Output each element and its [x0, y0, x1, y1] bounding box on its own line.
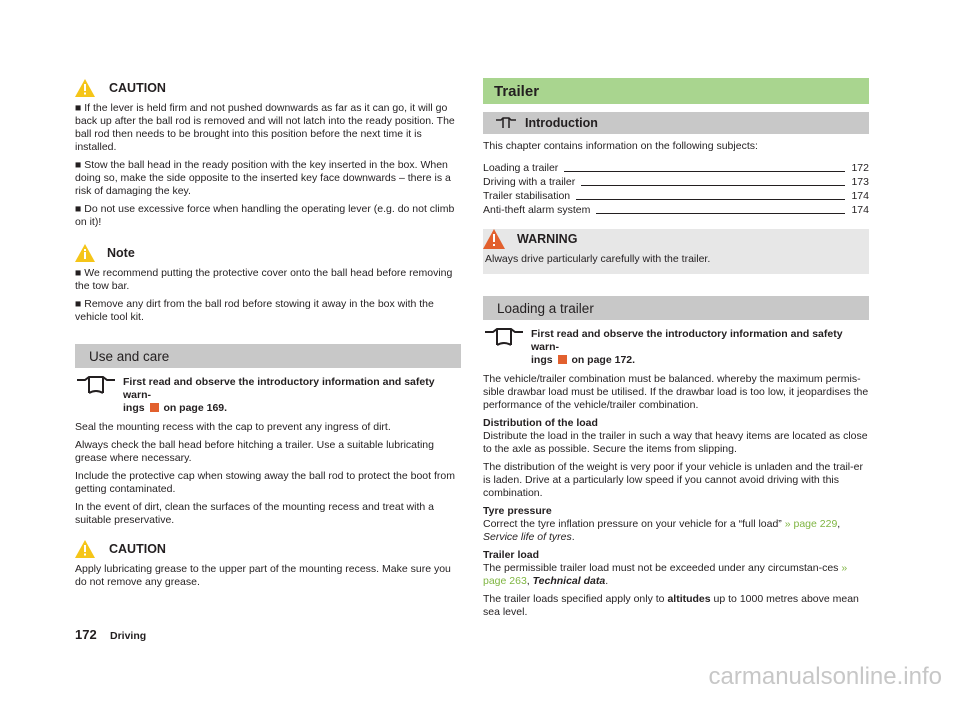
watermark: carmanualsonline.info [708, 663, 942, 690]
caution-icon [75, 540, 95, 558]
caution-header [75, 78, 461, 98]
paragraph-altitude: The trailer loads specified apply only to altitudes up to 1000 metres above mean sea level. [483, 593, 859, 618]
subheading: Distribution of the load [483, 417, 598, 429]
toc-entry[interactable] [483, 189, 869, 203]
warning-text: Always drive particularly carefully with the trailer. [485, 253, 711, 265]
paragraph: Include the protective cap when stowing away the ball rod to protect the boot from getting contaminated. [75, 470, 455, 495]
paragraph: Seal the mounting recess with the cap to prevent any ingress of dirt. [75, 421, 391, 433]
subheading: Trailer load [483, 549, 540, 561]
right-column [483, 78, 869, 624]
section-header-use-care: Use and care [75, 344, 461, 368]
subheading: Tyre pressure [483, 505, 552, 517]
caution-text: Apply lubricating grease to the upper part of the mounting recess. Make sure you do not remove any grease. [75, 563, 451, 588]
toc-page: 174 [851, 190, 869, 202]
book-icon [75, 376, 117, 396]
paragraph-load: Trailer load The permissible trailer load must not be exceeded under any circumstan-ces » page 263, Technical data. [483, 549, 848, 587]
caution-label: CAUTION [109, 541, 166, 556]
toc-label: Loading a trailer [483, 162, 559, 174]
book-icon [495, 117, 517, 129]
section-header-loading: Loading a trailer [483, 296, 869, 320]
caution-header-2 [75, 539, 461, 559]
paragraph: Always check the ball head before hitching a trailer. Use a suitable lubricating grease where necessary. [75, 439, 434, 464]
page-link[interactable]: » page 229 [784, 518, 838, 530]
paragraph: The distribution of the weight is very poor if your vehicle is unladen and the trail-er is laden. Drive at a particularly low speed if you cannot avoid driving with this combination. [483, 461, 863, 499]
toc-entry[interactable] [483, 203, 869, 217]
caution-item: ■ Do not use excessive force when handling the operating lever (e.g. do not climb on it)! [75, 203, 455, 228]
toc-page: 172 [851, 162, 869, 174]
book-icon [483, 328, 525, 348]
page-section: Driving [110, 630, 147, 642]
warning-label: WARNING [517, 231, 578, 246]
paragraph-tyre: Tyre pressure Correct the tyre inflation pressure on your vehicle for a “full load” » page 229, Service life of tyres. [483, 505, 841, 543]
caution-item: ■ If the lever is held firm and not pushed downwards as far as it can go, it will go back up after the ball rod is removed and will not latch into the ready position. The ball rod then needs to be brought into this position before the next time it is installed. [75, 102, 455, 153]
page-number: 172 [75, 627, 97, 642]
intro-header [483, 112, 869, 134]
left-column [75, 78, 461, 594]
intro-text: First read and observe the introductory information and safety warn- [531, 328, 843, 353]
toc-page: 173 [851, 176, 869, 188]
intro-page-ref[interactable]: on page 172. [571, 354, 636, 366]
warning-ref-icon [150, 403, 159, 412]
note-item: ■ Remove any dirt from the ball rod before stowing it away in the box with the vehicle tool kit. [75, 298, 434, 323]
note-header [75, 243, 461, 263]
intro-text-2: ings [531, 354, 553, 366]
note-item: ■ We recommend putting the protective cover onto the ball head before removing the tow bar. [75, 267, 453, 292]
caution-item: ■ Stow the ball head in the ready position with the key inserted in the box. When doing so, make the side opposite to the inserted key face downwards – there is a risk of damaging the key. [75, 159, 451, 197]
toc-label: Trailer stabilisation [483, 190, 571, 202]
note-label: Note [107, 245, 135, 260]
intro-page-ref[interactable]: on page 169. [163, 402, 228, 414]
toc-label: Driving with a trailer [483, 176, 576, 188]
warning-icon [483, 229, 505, 249]
intro-title: Introduction [525, 115, 598, 130]
paragraph: The vehicle/trailer combination must be balanced. whereby the maximum permis-sible drawbar load must be utilised. If the drawbar load is too low, it jeopardises the performance of the vehicle/trailer combination. [483, 373, 869, 411]
warning-header [483, 229, 869, 249]
intro-text-2: ings [123, 402, 145, 414]
page-link[interactable]: » page 263 [483, 562, 848, 587]
intro-reference [483, 328, 869, 367]
note-icon [75, 244, 95, 262]
chapter-title: Trailer [483, 78, 869, 104]
toc-label: Anti-theft alarm system [483, 204, 591, 216]
intro-text: First read and observe the introductory information and safety warn- [123, 376, 435, 401]
caution-label: CAUTION [109, 80, 166, 95]
toc-entry[interactable] [483, 161, 869, 175]
toc-entry[interactable] [483, 175, 869, 189]
warning-ref-icon [558, 355, 567, 364]
warning-box [483, 229, 869, 274]
intro-text: This chapter contains information on the following subjects: [483, 140, 758, 152]
intro-reference [75, 376, 461, 415]
paragraph-distribution: Distribution of the load Distribute the load in the trailer in such a way that heavy items are located as close to the axle as possible. Secure the items from slipping. [483, 417, 868, 455]
paragraph: In the event of dirt, clean the surfaces of the mounting recess and treat with a suitable preservative. [75, 501, 434, 526]
caution-icon [75, 79, 95, 97]
toc-page: 174 [851, 204, 869, 216]
